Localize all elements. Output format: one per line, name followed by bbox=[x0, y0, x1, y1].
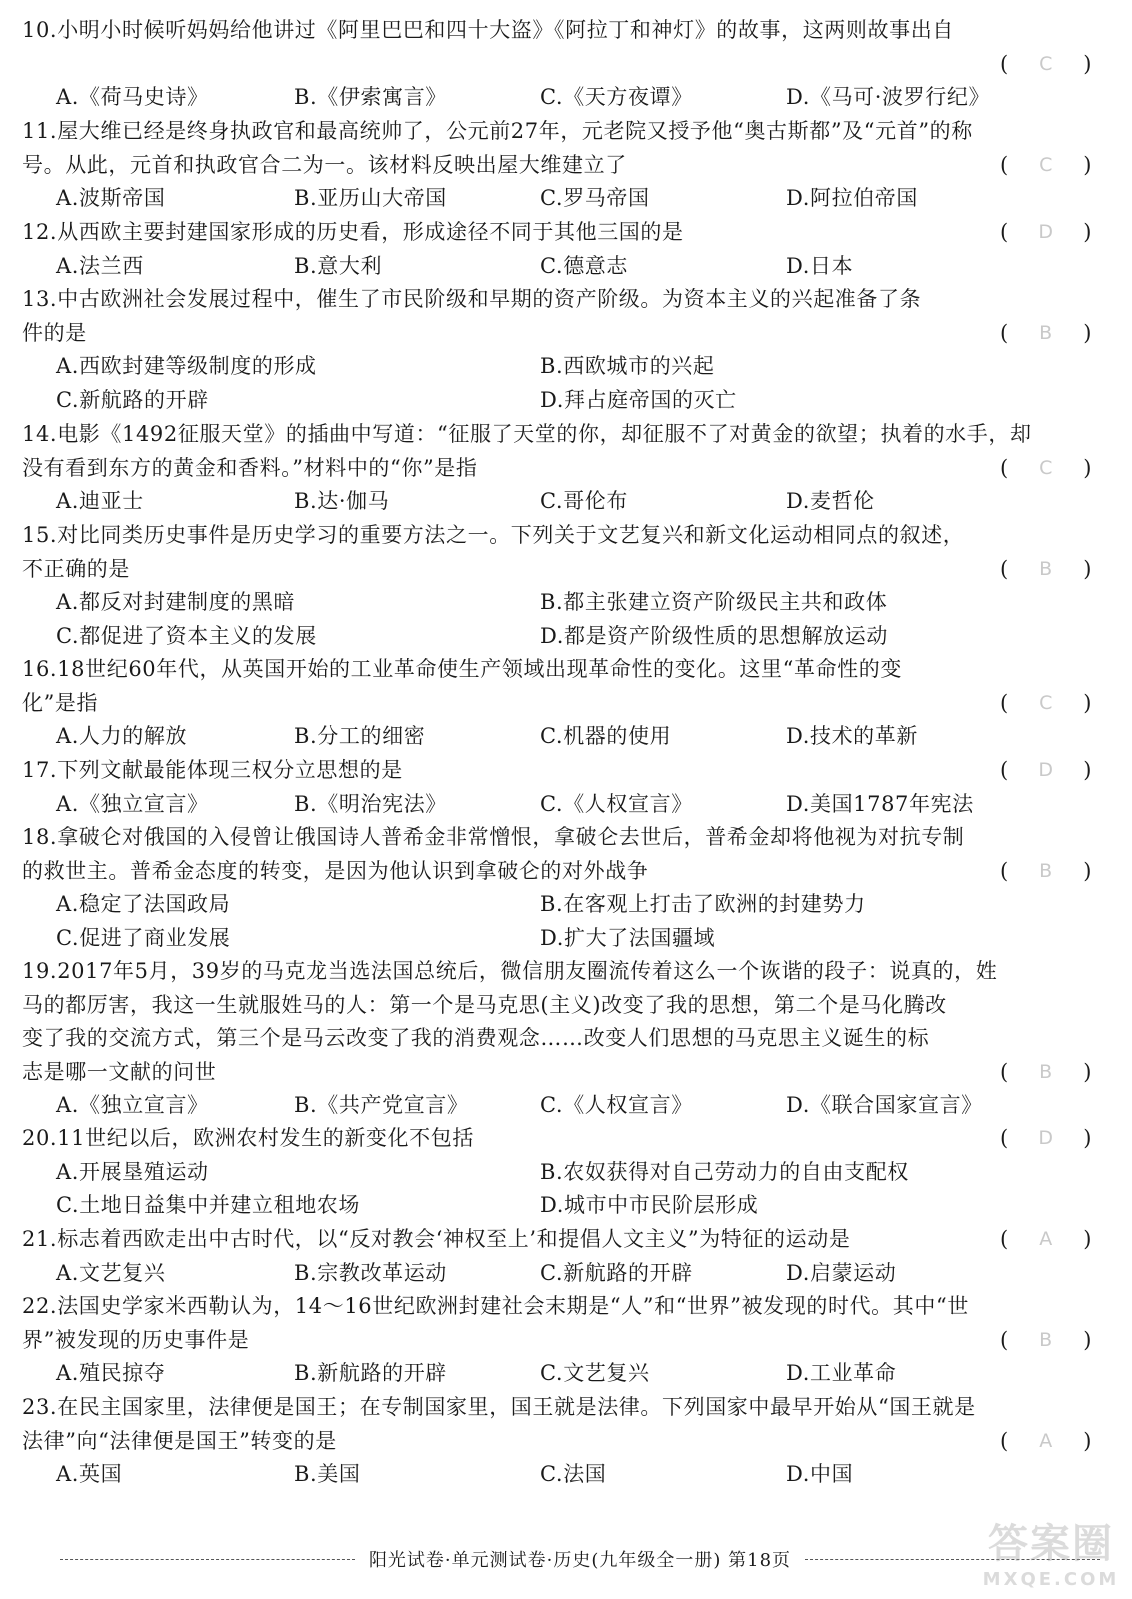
question-stem: 界”被发现的历史事件是 bbox=[22, 1327, 250, 1352]
options-row bbox=[22, 620, 1092, 654]
option-c: C.机器的使用 bbox=[540, 724, 672, 748]
question-stem: 不正确的是 bbox=[22, 556, 130, 581]
question-20 bbox=[22, 1122, 1092, 1223]
answer-bracket: ( B ) bbox=[1000, 1056, 1092, 1090]
question-stem: 变了我的交流方式，第三个是马云改变了我的消费观念……改变人们思想的马克思主义诞生的标 bbox=[22, 1026, 930, 1050]
option-b: B.都主张建立资产阶级民主共和政体 bbox=[540, 590, 888, 614]
answer-bracket: ( D ) bbox=[1000, 754, 1092, 788]
answer-value: D bbox=[1038, 221, 1054, 243]
option-d: D.启蒙运动 bbox=[786, 1260, 897, 1285]
question-stem: 件的是 bbox=[22, 320, 87, 345]
option-a: A.《独立宣言》 bbox=[56, 1093, 209, 1117]
option-c: C.《人权宣言》 bbox=[540, 1093, 693, 1117]
options-row bbox=[22, 81, 1092, 115]
answer-bracket: ( A ) bbox=[1000, 1425, 1092, 1459]
option-a: A.文艺复兴 bbox=[56, 1260, 166, 1285]
answer-value: B bbox=[1039, 1328, 1053, 1351]
answer-bracket: ( D ) bbox=[1000, 216, 1092, 250]
option-a: A.法兰西 bbox=[56, 253, 144, 278]
question-18 bbox=[22, 821, 1092, 955]
option-d: D.阿拉伯帝国 bbox=[786, 186, 918, 210]
answer-value: C bbox=[1039, 456, 1053, 479]
options-row bbox=[22, 182, 1092, 216]
option-b: B.《共产党宣言》 bbox=[294, 1093, 469, 1117]
option-d: D.工业革命 bbox=[786, 1361, 897, 1385]
answer-value: D bbox=[1038, 759, 1054, 781]
answer-bracket: ( D ) bbox=[1000, 1122, 1092, 1156]
option-b: B.《明治宪法》 bbox=[294, 791, 447, 816]
options-row bbox=[22, 250, 1092, 284]
answer-value: C bbox=[1039, 52, 1053, 75]
options-row bbox=[22, 922, 1092, 956]
answer-bracket: ( C ) bbox=[1000, 149, 1092, 183]
options-row bbox=[22, 1089, 1092, 1123]
option-d: D.技术的革新 bbox=[786, 724, 918, 748]
option-c: C.土地日益集中并建立租地农场 bbox=[56, 1193, 360, 1217]
question-stem: 马的都厉害，我这一生就服姓马的人：第一个是马克思(主义)改变了我的思想，第二个是马化腾改 bbox=[22, 992, 947, 1017]
answer-value: A bbox=[1039, 1228, 1053, 1250]
options-row bbox=[22, 1156, 1092, 1190]
option-d: D.日本 bbox=[786, 253, 854, 278]
option-c: C.哥伦布 bbox=[540, 489, 628, 513]
option-c: C.《天方夜谭》 bbox=[540, 85, 693, 109]
option-a: A.迪亚士 bbox=[56, 489, 144, 513]
options-row bbox=[22, 1257, 1092, 1291]
question-19 bbox=[22, 955, 1092, 1123]
option-a: A.英国 bbox=[56, 1462, 123, 1486]
question-stem: 15.对比同类历史事件是历史学习的重要方法之一。下列关于文艺复兴和新文化运动相同点的叙述， bbox=[22, 523, 965, 547]
question-stem: 17.下列文献最能体现三权分立思想的是 bbox=[22, 758, 403, 782]
question-11 bbox=[22, 115, 1092, 216]
option-a: A.稳定了法国政局 bbox=[56, 892, 231, 916]
answer-bracket: ( C ) bbox=[1000, 687, 1092, 721]
option-c: C.法国 bbox=[540, 1462, 607, 1486]
option-c: C.罗马帝国 bbox=[540, 186, 650, 210]
question-13 bbox=[22, 283, 1092, 417]
option-d: D.扩大了法国疆域 bbox=[540, 925, 716, 950]
question-stem: 13.中古欧洲社会发展过程中，催生了市民阶级和早期的资产阶级。为资本主义的兴起准备了条 bbox=[22, 287, 922, 311]
answer-value: B bbox=[1039, 1060, 1053, 1083]
answer-bracket: ( A ) bbox=[1000, 1223, 1092, 1257]
option-d: D.《联合国家宣言》 bbox=[786, 1093, 983, 1117]
answer-value: B bbox=[1039, 557, 1053, 580]
option-b: B.西欧城市的兴起 bbox=[540, 354, 715, 378]
question-stem: 号。从此，元首和执政官合二为一。该材料反映出屋大维建立了 bbox=[22, 152, 627, 177]
question-stem: 14.电影《1492征服天堂》的插曲中写道：“征服了天堂的你，却征服不了对黄金的欲望；执着的水手，却 bbox=[22, 422, 1032, 446]
options-row bbox=[22, 1357, 1092, 1391]
answer-bracket: ( C ) bbox=[1000, 48, 1092, 82]
option-a: A.殖民掠夺 bbox=[56, 1361, 166, 1385]
answer-value: C bbox=[1039, 691, 1053, 714]
answer-value: B bbox=[1039, 859, 1053, 882]
question-stem: 16.18世纪60年代，从英国开始的工业革命使生产领域出现革命性的变化。这里“革命性的变 bbox=[22, 657, 902, 681]
question-22 bbox=[22, 1290, 1092, 1391]
question-14 bbox=[22, 418, 1092, 519]
options-row bbox=[22, 720, 1092, 754]
question-stem: 22.法国史学家米西勒认为，14～16世纪欧洲封建社会末期是“人”和“世界”被发现的时代。其中“世 bbox=[22, 1294, 969, 1318]
options-row bbox=[22, 350, 1092, 384]
answer-bracket: ( B ) bbox=[1000, 317, 1092, 351]
question-stem: 法律”向“法律便是国王”转变的是 bbox=[22, 1428, 337, 1453]
page-footer bbox=[60, 1544, 1100, 1574]
option-d: D.城市中市民阶层形成 bbox=[540, 1193, 759, 1217]
question-stem: 11.屋大维已经是终身执政官和最高统帅了，公元前27年，元老院又授予他“奥古斯都”及“元首”的称 bbox=[22, 119, 973, 143]
option-a: A.西欧封建等级制度的形成 bbox=[56, 354, 317, 378]
options-row bbox=[22, 586, 1092, 620]
option-c: C.新航路的开辟 bbox=[540, 1260, 693, 1285]
option-d: D.麦哲伦 bbox=[786, 489, 875, 513]
option-d: D.美国1787年宪法 bbox=[786, 791, 974, 816]
option-b: B.美国 bbox=[294, 1462, 361, 1486]
question-stem: 19.2017年5月，39岁的马克龙当选法国总统后，微信朋友圈流传着这么一个诙谐的段子：说真的，姓 bbox=[22, 959, 998, 983]
question-15 bbox=[22, 519, 1092, 653]
option-d: D.《马可·波罗行纪》 bbox=[786, 85, 991, 109]
option-c: C.《人权宣言》 bbox=[540, 791, 693, 816]
option-c: C.新航路的开辟 bbox=[56, 387, 209, 412]
answer-bracket: ( C ) bbox=[1000, 452, 1092, 486]
options-row bbox=[22, 384, 1092, 418]
option-a: A.波斯帝国 bbox=[56, 186, 166, 210]
option-a: A.《独立宣言》 bbox=[56, 791, 209, 816]
question-stem: 没有看到东方的黄金和香料。”材料中的“你”是指 bbox=[22, 455, 478, 480]
question-stem: 的救世主。普希金态度的转变，是因为他认识到拿破仑的对外战争 bbox=[22, 858, 649, 883]
option-b: B.分工的细密 bbox=[294, 724, 426, 748]
option-b: B.达·伽马 bbox=[294, 489, 390, 513]
answer-value: B bbox=[1039, 321, 1053, 344]
option-b: B.农奴获得对自己劳动力的自由支配权 bbox=[540, 1159, 909, 1184]
footer-divider bbox=[60, 1559, 355, 1560]
question-stem: 21.标志着西欧走出中古时代，以“反对教会‘神权至上’和提倡人文主义”为特征的运动是 bbox=[22, 1227, 851, 1251]
option-c: C.促进了商业发展 bbox=[56, 925, 231, 950]
options-row bbox=[22, 788, 1092, 822]
option-d: D.中国 bbox=[786, 1462, 854, 1486]
option-c: C.德意志 bbox=[540, 253, 628, 278]
option-d: D.拜占庭帝国的灭亡 bbox=[540, 387, 737, 412]
question-stem: 化”是指 bbox=[22, 690, 99, 715]
question-stem: 10.小明小时候听妈妈给他讲过《阿里巴巴和四十大盗》《阿拉丁和神灯》的故事，这两则故事出自 bbox=[22, 18, 954, 42]
option-a: A.人力的解放 bbox=[56, 724, 188, 748]
question-stem: 20.11世纪以后，欧洲农村发生的新变化不包括 bbox=[22, 1126, 474, 1150]
answer-bracket: ( B ) bbox=[1000, 553, 1092, 587]
option-a: A.《荷马史诗》 bbox=[56, 85, 209, 109]
option-d: D.都是资产阶级性质的思想解放运动 bbox=[540, 623, 888, 648]
options-row bbox=[22, 1458, 1092, 1492]
answer-bracket: ( B ) bbox=[1000, 1324, 1092, 1358]
option-a: A.都反对封建制度的黑暗 bbox=[56, 590, 296, 614]
question-17 bbox=[22, 754, 1092, 821]
question-16 bbox=[22, 653, 1092, 754]
question-23 bbox=[22, 1391, 1092, 1492]
question-stem: 23.在民主国家里，法律便是国王；在专制国家里，国王就是法律。下列国家中最早开始从“国王就是 bbox=[22, 1395, 976, 1419]
answer-value: A bbox=[1039, 1429, 1053, 1452]
option-b: B.新航路的开辟 bbox=[294, 1361, 447, 1385]
option-b: B.亚历山大帝国 bbox=[294, 186, 447, 210]
answer-value: C bbox=[1039, 153, 1053, 176]
option-a: A.开展垦殖运动 bbox=[56, 1159, 209, 1184]
answer-bracket: ( B ) bbox=[1000, 855, 1092, 889]
option-b: B.宗教改革运动 bbox=[294, 1260, 447, 1285]
question-stem: 志是哪一文献的问世 bbox=[22, 1059, 217, 1084]
footer-text: 阳光试卷·单元测试卷·历史(九年级全一册) 第18页 bbox=[368, 1550, 792, 1571]
question-stem: 12.从西欧主要封建国家形成的历史看，形成途径不同于其他三国的是 bbox=[22, 220, 684, 244]
option-b: B.在客观上打击了欧洲的封建势力 bbox=[540, 892, 866, 916]
option-c: C.都促进了资本主义的发展 bbox=[56, 623, 317, 648]
options-row bbox=[22, 1189, 1092, 1223]
option-c: C.文艺复兴 bbox=[540, 1361, 650, 1385]
answer-value: D bbox=[1038, 1127, 1054, 1149]
question-21 bbox=[22, 1223, 1092, 1290]
watermark-logo: 答案圈 MXQE.COM bbox=[982, 1521, 1120, 1590]
options-row bbox=[22, 888, 1092, 922]
option-b: B.意大利 bbox=[294, 253, 383, 278]
option-b: B.《伊索寓言》 bbox=[294, 85, 447, 109]
options-row bbox=[22, 485, 1092, 519]
question-10 bbox=[22, 14, 1092, 115]
question-12 bbox=[22, 216, 1092, 283]
question-stem: 18.拿破仑对俄国的入侵曾让俄国诗人普希金非常憎恨，拿破仑去世后，普希金却将他视为对抗专制 bbox=[22, 825, 965, 849]
